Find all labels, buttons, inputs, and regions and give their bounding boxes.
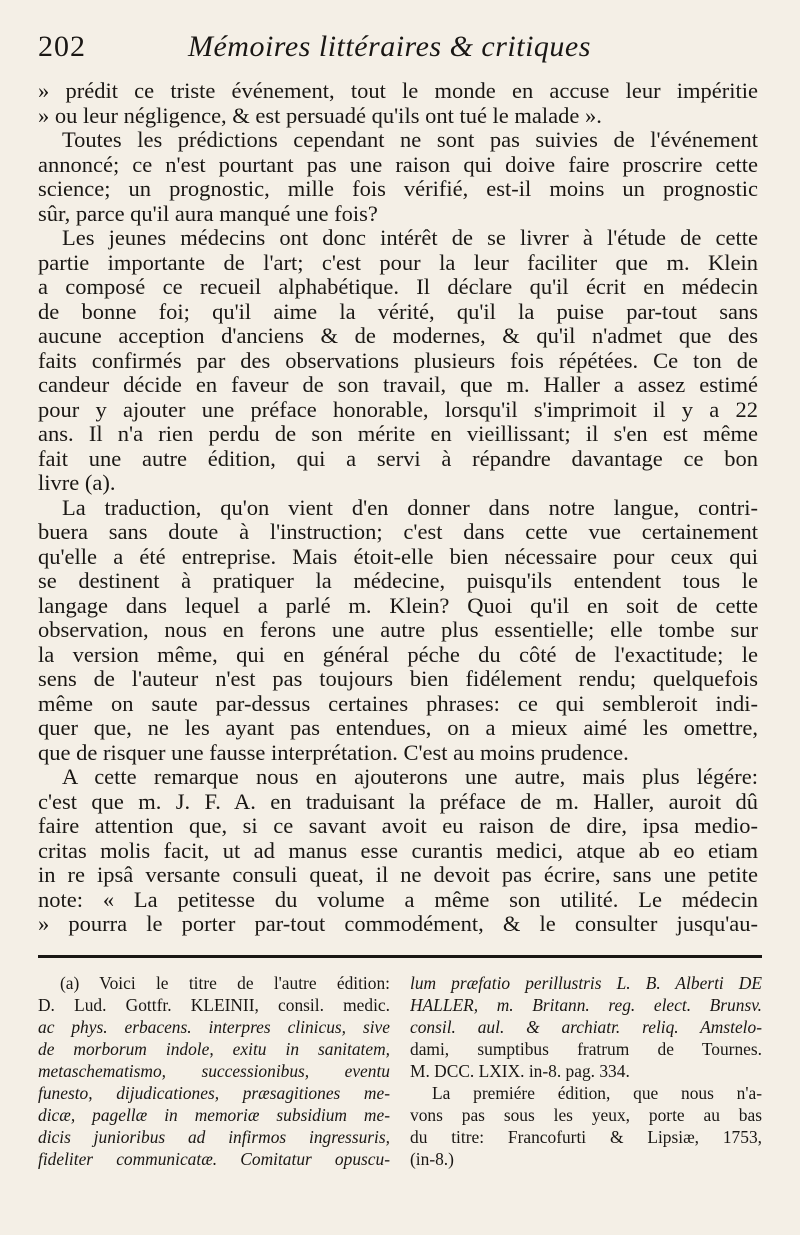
text-line: buera sans doute à l'instruction; c'est dans cette vue certainement	[38, 520, 758, 544]
text-line: annoncé; ce n'est pourtant pas une raison qui doive faire proscrire cette	[38, 152, 758, 177]
footnote-line: ac phys. erbacens. interpres clinicus, sive	[38, 1016, 390, 1037]
footnote-line: funesto, dijudicationes, præsagitiones me-	[38, 1082, 390, 1103]
footnote-line: M. DCC. LXIX. in-8. pag. 334.	[410, 1060, 630, 1081]
footnote-line: (a) Voici le titre de l'autre édition:	[60, 972, 390, 993]
text-line: quer que, ne les ayant pas entendues, on a mieux aimé les omettre,	[38, 716, 758, 740]
footnote-line: dicæ, pagellæ in memoriæ subsidium me-	[38, 1104, 390, 1125]
text-line: qu'elle a été entreprise. Mais étoit-elle bien nécessaire pour ceux qui	[38, 544, 758, 569]
text-line: science; un prognostic, mille fois vérifié, est-il moins un prognostic	[38, 177, 758, 201]
text-line: » pourra le porter par-tout commodément, & le consulter jusqu'au-	[38, 912, 758, 936]
footnote-line: fideliter communicatæ. Comitatur opuscu-	[38, 1148, 390, 1169]
text-line: sûr, parce qu'il aura manqué une fois?	[38, 201, 378, 226]
footnotes	[38, 972, 762, 1170]
text-line: aucune acception d'anciens & de modernes, & qu'il n'admet que des	[38, 324, 758, 348]
footnote-line: metaschematismo, successionibus, eventu	[38, 1060, 390, 1081]
text-line: se destinent à pratiquer la médecine, puisqu'ils entendent tous le	[38, 569, 758, 593]
text-line: » prédit ce triste événement, tout le monde en accuse leur impéritie	[38, 79, 758, 103]
footnote-line: dami, sumptibus fratrum de Tournes.	[410, 1038, 762, 1059]
text-line: même on saute par-dessus certaines phrases: ce qui sembleroit indi-	[38, 691, 758, 716]
footnote-line: La premiére édition, que nous n'a-	[432, 1082, 762, 1103]
footnote-right-column	[410, 972, 762, 1170]
body-text	[38, 79, 770, 937]
text-line: » ou leur négligence, & est persuadé qu'ils ont tué le malade ».	[38, 103, 602, 128]
footnote-line: vons pas sous les yeux, porte au bas	[410, 1104, 762, 1125]
paragraph-start: Toutes les prédictions cependant ne sont pas suivies de l'événement	[62, 128, 758, 152]
text-line: a composé ce recueil alphabétique. Il déclare qu'il écrit en médecin	[38, 275, 758, 299]
text-line: observation, nous en ferons une autre plus essentielle; elle tombe sur	[38, 618, 758, 642]
text-line: livre (a).	[38, 471, 116, 495]
footnote-left-column	[38, 972, 390, 1170]
footnote-line: dicis junioribus ad infirmos ingressuris,	[38, 1126, 390, 1147]
text-line: langage dans lequel a parlé m. Klein? Quoi qu'il en soit de cette	[38, 593, 758, 618]
text-line: la version même, qui en général péche du côté de l'exactitude; le	[38, 642, 758, 667]
page-number: 202	[38, 30, 86, 63]
text-line: que de risquer une fausse interprétation. C'est au moins prudence.	[38, 740, 629, 765]
page-header	[38, 30, 770, 77]
text-line: faits confirmés par des observations plusieurs fois répétées. Ce ton de	[38, 348, 758, 373]
text-line: note: « La petitesse du volume a même son utilité. Le médecin	[38, 887, 758, 912]
text-line: faire attention que, si ce savant avoit eu raison de dire, ipsa medio-	[38, 814, 758, 838]
paragraph-start: La traduction, qu'on vient d'en donner dans notre langue, contri-	[62, 495, 758, 520]
text-line: fait une autre édition, qui a servi à répandre davantage ce bon	[38, 446, 758, 471]
paragraph-start: Les jeunes médecins ont donc intérêt de se livrer à l'étude de cette	[62, 226, 758, 250]
text-line: sens de l'auteur n'est pas toujours bien fidélement rendu; quelquefois	[38, 667, 758, 691]
paragraph-start: A cette remarque nous en ajouterons une autre, mais plus légére:	[62, 765, 758, 789]
text-line: candeur décide en faveur de son travail, que m. Haller a assez estimé	[38, 373, 758, 397]
text-line: critas molis facit, ut ad manus esse curantis medici, atque ab eo etiam	[38, 838, 758, 863]
footnote-line: (in-8.)	[410, 1148, 454, 1169]
footnote-line: de morborum indole, exitu in sanitatem,	[38, 1038, 390, 1059]
footnote-line: lum præfatio perillustris L. B. Alberti DE	[410, 972, 762, 993]
running-title: Mémoires littéraires & critiques	[188, 30, 591, 63]
footnote-line: D. Lud. Gottfr. KLEINII, consil. medic.	[38, 994, 390, 1015]
text-line: pour y ajouter une préface honorable, lorsqu'il s'imprimoit il y a 22	[38, 397, 758, 422]
text-line: in re ipsâ versante consuli queat, il ne devoit pas écrire, sans une petite	[38, 863, 758, 887]
text-line: c'est que m. J. F. A. en traduisant la préface de m. Haller, auroit dû	[38, 789, 758, 814]
text-line: de bonne foi; qu'il aime la vérité, qu'il la puise par-tout sans	[38, 299, 758, 324]
footnote-line: du titre: Francofurti & Lipsiæ, 1753,	[410, 1126, 762, 1147]
footnote-line: consil. aul. & archiatr. reliq. Amstelo-	[410, 1016, 762, 1037]
footnote-rule	[38, 955, 762, 958]
text-line: partie importante de l'art; c'est pour la leur faciliter que m. Klein	[38, 250, 758, 275]
text-line: ans. Il n'a rien perdu de son mérite en vieillissant; il s'en est même	[38, 422, 758, 446]
footnote-line: HALLER, m. Britann. reg. elect. Brunsv.	[410, 994, 762, 1015]
